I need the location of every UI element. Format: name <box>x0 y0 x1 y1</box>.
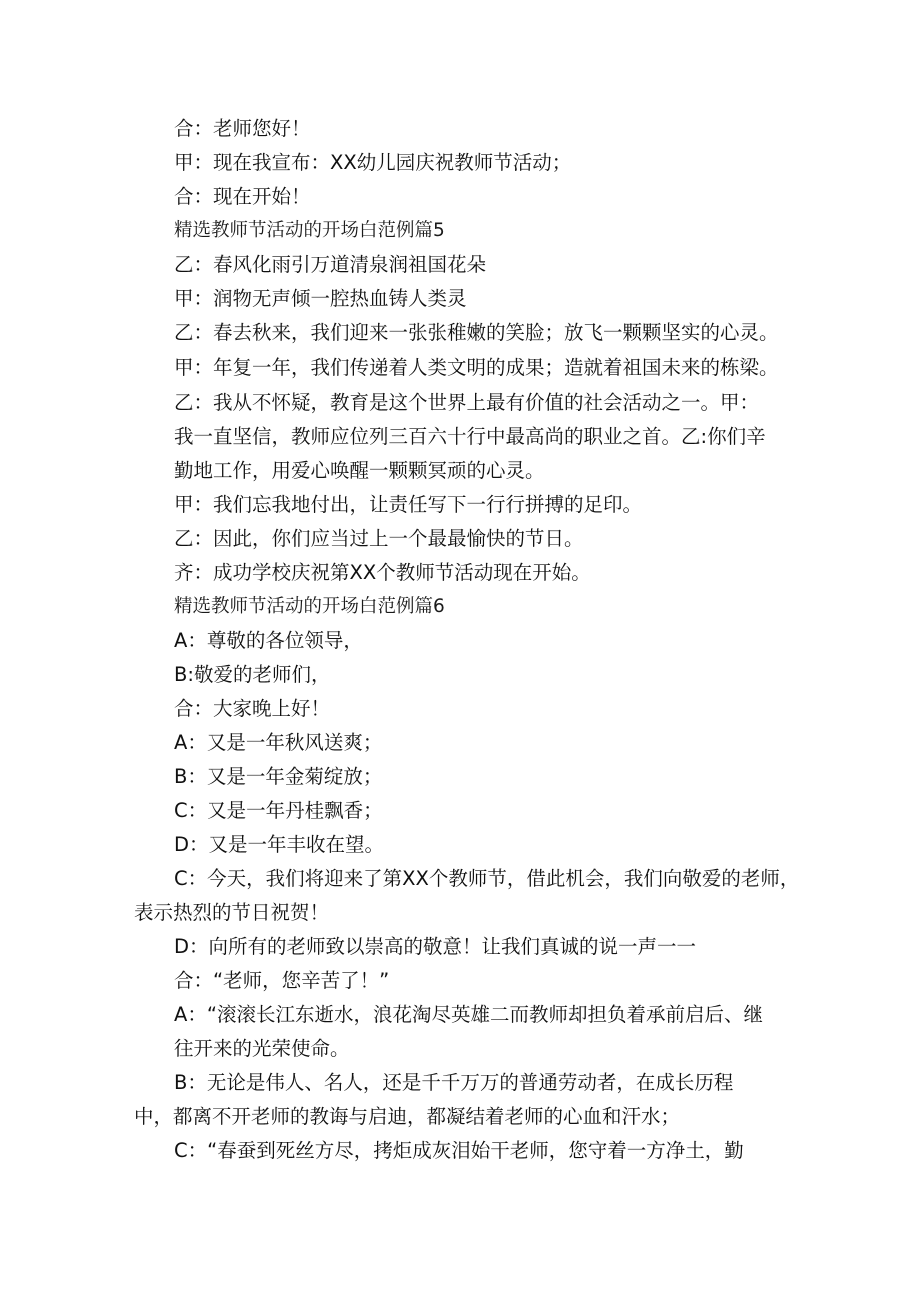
text-line: 乙：我从不怀疑，教育是这个世界上最有价值的社会活动之一。甲： <box>174 391 760 414</box>
text-line: 中，都离不开老师的教诲与启迪，都凝结着老师的心血和汗水； <box>134 1105 681 1128</box>
text-line: 甲：润物无声倾一腔热血铸人类灵 <box>174 287 467 310</box>
section-heading: 精选教师节活动的开场白范例篇6 <box>174 596 445 617</box>
text-line: 齐：成功学校庆祝第XX个教师节活动现在开始。 <box>174 561 591 584</box>
text-line: 合：大家晚上好！ <box>174 697 331 720</box>
text-line: 甲：年复一年，我们传递着人类文明的成果；造就着祖国未来的栋梁。 <box>174 356 779 379</box>
text-line: B：又是一年金菊绽放； <box>174 765 383 788</box>
text-line: C：又是一年丹桂飘香； <box>174 799 383 822</box>
text-line: B：无论是伟人、名人，还是千千万万的普通劳动者，在成长历程 <box>174 1071 734 1094</box>
text-line: C：今天，我们将迎来了第XX个教师节，借此机会，我们向敬爱的老师， <box>174 867 800 890</box>
text-line: 合：老师您好！ <box>174 117 311 140</box>
text-line: 甲：现在我宣布：XX幼儿园庆祝教师节活动； <box>174 151 572 174</box>
text-line: A：“滚滚长江东逝水，浪花淘尽英雄二而教师却担负着承前启后、继 <box>174 1003 763 1026</box>
text-line: 合：“老师，您辛苦了！” <box>174 969 390 992</box>
text-line: A：又是一年秋风送爽； <box>174 731 383 754</box>
text-line: C：“春蚕到死丝方尽，拷炬成灰泪始干老师，您守着一方净土，勤 <box>174 1139 744 1162</box>
text-line: A：尊敬的各位领导， <box>174 629 363 652</box>
text-line: 表示热烈的节日祝贺！ <box>134 901 330 924</box>
text-line: B:敬爱的老师们， <box>174 663 331 686</box>
section-heading: 精选教师节活动的开场白范例篇5 <box>174 220 445 241</box>
text-line: D：又是一年丰收在望。 <box>174 833 385 856</box>
text-line: 往开来的光荣使命。 <box>174 1037 350 1060</box>
text-line: 乙：春风化雨引万道清泉润祖国花朵 <box>174 253 487 276</box>
text-line: D：向所有的老师致以崇高的敬意！让我们真诚的说一声一一 <box>174 935 697 958</box>
text-line: 我一直坚信，教师应位列三百六十行中最高尚的职业之首。乙:你们辛 <box>174 425 766 448</box>
text-line: 勤地工作，用爱心唤醒一颗颗冥顽的心灵。 <box>174 459 545 482</box>
text-line: 合：现在开始！ <box>174 185 311 208</box>
text-line: 乙：春去秋来，我们迎来一张张稚嫩的笑脸；放飞一颗颗坚实的心灵。 <box>174 321 779 344</box>
text-line: 甲：我们忘我地付出，让责任写下一行行拼搏的足印。 <box>174 493 643 516</box>
text-line: 乙：因此，你们应当过上一个最最愉快的节日。 <box>174 527 584 550</box>
